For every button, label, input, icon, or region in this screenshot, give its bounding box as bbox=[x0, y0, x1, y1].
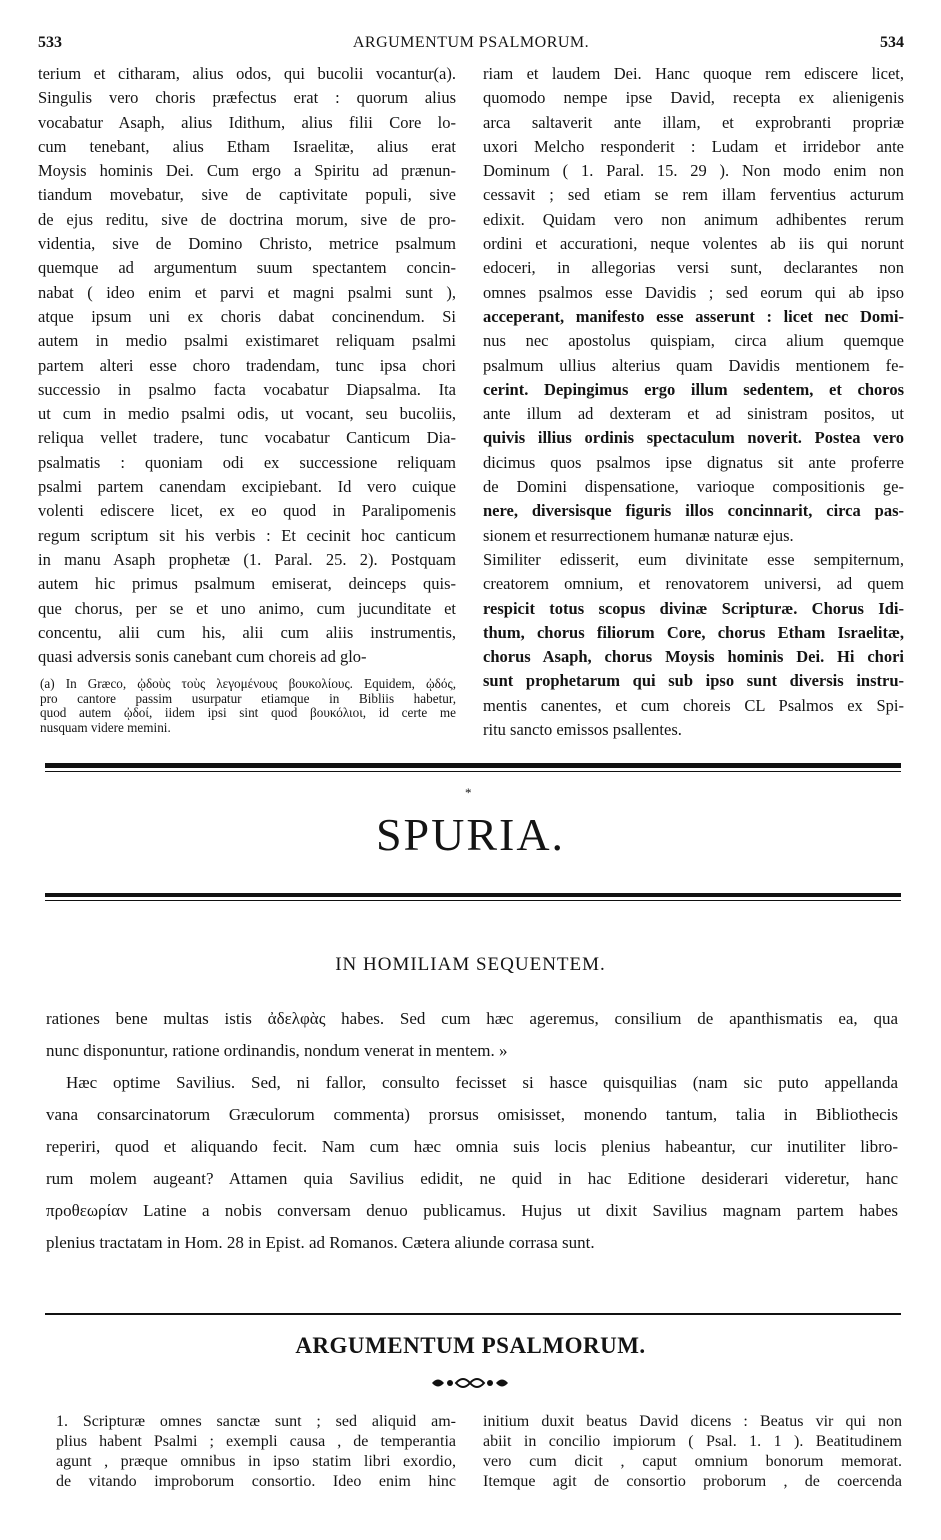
text-line: arca saltaverit ante illam, et exprobranti propriæ bbox=[483, 112, 904, 132]
footnote-line: pro cantore passim usurpatur etiamque in Bibliis habetur, bbox=[40, 691, 456, 706]
text-line: Dominum ( 1. Paral. 15. 29 ). Non modo enim non bbox=[483, 161, 904, 181]
asterisk-mark: * bbox=[465, 785, 472, 800]
text-line: creatorem omnium, et renovatorem universi, ad quem bbox=[483, 574, 904, 594]
page-number-left: 533 bbox=[38, 34, 62, 51]
text-line: videntia, sive de Domino Christo, metrice psalmum bbox=[38, 234, 456, 254]
paragraph-line: vana consarcinatorum Græculorum commenta) prorsus omisisset, monendo tantum, talia in Bibliothecis bbox=[46, 1105, 898, 1124]
text-line: terium et citharam, alius odos, qui bucolii vocantur(a). bbox=[38, 64, 456, 83]
text-line: abiit in concilio impiorum ( Psal. 1. 1 ). Beatitudinem bbox=[483, 1433, 902, 1450]
text-line: nus nec apostolus quispiam, circa alium quemque bbox=[483, 331, 904, 351]
text-line: volenti ediscere licet, ex eo quod in Paralipomenis bbox=[38, 501, 456, 521]
paragraph-line: Hæc optime Savilius. Sed, ni fallor, consulto fecisset si hasce quisquilias (nam sic puto appellanda bbox=[66, 1073, 898, 1092]
subtitle: IN HOMILIAM SEQUENTEM. bbox=[335, 954, 606, 975]
text-line: Similiter edisserit, eum divinitate esse sempiternum, bbox=[483, 549, 904, 569]
text-line: mentis canentes, et cum choreis CL Psalmos ex Spi- bbox=[483, 695, 904, 715]
text-line: nere, diversisque figuris illos concinnarit, circa pas- bbox=[483, 501, 904, 521]
text-line: de Domini dispensatione, varioque compositionis ge- bbox=[483, 477, 904, 497]
text-line: thum, chorus filiorum Core, chorus Etham Israelitæ, bbox=[483, 622, 904, 642]
running-title: ARGUMENTUM PSALMORUM. bbox=[352, 34, 590, 51]
argumentum-right-column bbox=[483, 1412, 902, 1492]
footnote-line: (a) In Græco, ᾠδοὺς τοὺς λεγομένους βουκολίους. Equidem, ᾠδός, bbox=[40, 677, 456, 691]
text-line: quomodo nempe ipse David, recepta ex alienigenis bbox=[483, 88, 904, 108]
text-line: successio in psalmo facta vocabatur Diapsalma. Ita bbox=[38, 379, 456, 399]
paragraph-line: reperiri, quod et aliquando fecit. Nam cum hæc omnia suis locis plenius habeantur, cur inutiliter libro- bbox=[46, 1137, 898, 1156]
text-line: uxori Melcho responderit : Ludam et irridebor ante bbox=[483, 136, 904, 156]
text-line: quivis illius ordinis spectaculum noverit. Postea vero bbox=[483, 428, 904, 448]
paragraph-line: rationes bene multas istis ἀδελφὰς habes. Sed cum hæc ageremus, consilium de apanthismatis ea, qua bbox=[46, 1009, 898, 1028]
ornament-icon bbox=[430, 1374, 510, 1392]
note-body bbox=[46, 1003, 898, 1259]
text-line: atque ipsum uni ex choris dabat concinendum. Si bbox=[38, 306, 456, 326]
text-line: concentu, alii cum his, alii cum aliis instrumentis, bbox=[38, 622, 456, 642]
separator-rule-thick-2 bbox=[45, 893, 901, 897]
footnote-line: nusquam videre memini. bbox=[40, 720, 171, 735]
text-line: tiandum movebatur, sive de captivitate populi, sive bbox=[38, 185, 456, 205]
text-line: initium duxit beatus David dicens : Beatus vir qui non bbox=[483, 1413, 902, 1430]
separator-rule-thin bbox=[45, 771, 901, 772]
section-title: SPURIA. bbox=[375, 809, 566, 860]
text-line: 1. Scripturæ omnes sanctæ sunt ; sed aliquid am- bbox=[56, 1413, 456, 1430]
text-line: respicit totus scopus divinæ Scripturæ. Chorus Idi- bbox=[483, 598, 904, 618]
text-line: vocabatur Asaph, alius Idithum, alius filii Core lo- bbox=[38, 112, 456, 132]
text-line: ordini et accurationi, neque volentes ab iis qui norunt bbox=[483, 234, 904, 254]
separator-rule-thick bbox=[45, 763, 901, 768]
text-line: autem in medio psalmi existimaret reliquam psalmi bbox=[38, 331, 456, 351]
text-line: psalmatis : quoniam odi ex successione reliquam bbox=[38, 452, 456, 472]
paragraph-line: προθεωρίαν Latine a nobis conversam denuo publicamus. Hujus ut dixit Savilius magnam partem habes bbox=[46, 1201, 898, 1220]
text-line: psalmum ullius alterius quam Davidis mentionem fe- bbox=[483, 355, 904, 375]
text-line: riam et laudem Dei. Hanc quoque rem ediscere licet, bbox=[483, 64, 904, 83]
text-line: agunt , præque omnibus in ipso statim libri exordio, bbox=[56, 1453, 456, 1470]
text-line: ante illum ad dexteram et ad sinistram positos, ut bbox=[483, 404, 904, 424]
text-line: cessavit ; sed etiam se rem illam ferventius acturum bbox=[483, 185, 904, 205]
text-line: acceperant, manifesto esse asserunt : licet nec Domi- bbox=[483, 306, 904, 326]
page-number-right: 534 bbox=[880, 34, 904, 51]
text-line: edoceri, in allegorias versi sunt, declarantes non bbox=[483, 258, 904, 278]
text-line: Moysis hominis Dei. Cum ergo a Spiritu ad prænun- bbox=[38, 161, 456, 181]
text-line: reliqua vellet tradere, tunc vocabatur Canticum Dia- bbox=[38, 428, 456, 448]
text-line: que chorus, per se et uno animo, cum jucunditate et bbox=[38, 598, 456, 618]
text-line: ritu sancto emissos psallentes. bbox=[483, 720, 682, 740]
text-line: regum scriptum sit his verbis : Et cecinit hoc canticum bbox=[38, 525, 456, 545]
paragraph-line: nunc disponuntur, ratione ordinandis, nondum venerat in mentem. » bbox=[46, 1041, 508, 1060]
text-line: Itemque agit de consortio proborum , de coercenda bbox=[483, 1473, 902, 1490]
paragraph-line: rum molem augeant? Attamen quia Savilius edidit, ne quid in hac Editione desiderari videretur, hanc bbox=[46, 1169, 898, 1188]
text-line: de ejus reditu, sive de doctrina morum, sive de pro- bbox=[38, 209, 456, 229]
text-line: nabat ( ideo enim et parvi et magni psalmi sunt ), bbox=[38, 282, 456, 302]
argumentum-title: ARGUMENTUM PSALMORUM. bbox=[295, 1333, 646, 1358]
right-column bbox=[483, 62, 904, 742]
text-line: sionem et resurrectionem humanæ naturæ ejus. bbox=[483, 525, 794, 545]
argumentum-left-column bbox=[56, 1412, 456, 1492]
left-column bbox=[38, 62, 456, 669]
text-line: partem alteri esse choro tradendam, tunc ipsa chori bbox=[38, 355, 456, 375]
text-line: chorus Asaph, chorus Moysis hominis Dei. Hi chori bbox=[483, 647, 904, 667]
text-line: sunt prophetarum qui sub ipso sunt diversis instru- bbox=[483, 671, 904, 691]
separator-rule-thin-2 bbox=[45, 900, 901, 901]
text-line: cerint. Depingimus ergo illum sedentem, et choros bbox=[483, 379, 904, 399]
text-line: ut cum in medio psalmi odis, ut vocant, seu bucoliis, bbox=[38, 404, 456, 424]
text-line: quemque ad argumentum suum spectantem concin- bbox=[38, 258, 456, 278]
separator-rule-3 bbox=[45, 1313, 901, 1315]
text-line: in manu Asaph prophetæ (1. Paral. 25. 2). Postquam bbox=[38, 549, 456, 569]
text-line: Singulis vero choris præfectus erat : quorum alius bbox=[38, 88, 456, 108]
text-line: psalmi partem canendam excipiebant. Id vero cuique bbox=[38, 477, 456, 497]
running-header bbox=[38, 34, 904, 56]
text-line: edixit. Quidam vero non animum adhibentes rerum bbox=[483, 209, 904, 229]
text-line: vero cum dicit , caput omnium bonorum memorat. bbox=[483, 1453, 902, 1470]
text-line: quasi adversis sonis canebant cum choreis ad glo- bbox=[38, 647, 367, 667]
text-line: autem hic primus psalmum emiserat, deinceps quis- bbox=[38, 574, 456, 594]
text-line: cum tenebant, alius Etham Israelitæ, alius erat bbox=[38, 136, 456, 156]
text-line: plius habent Psalmi ; exempli causa , de temperantia bbox=[56, 1433, 456, 1450]
paragraph-line: plenius tractatam in Hom. 28 in Epist. ad Romanos. Cætera aliunde corrasa sunt. bbox=[46, 1233, 595, 1252]
footnote bbox=[40, 677, 456, 735]
text-line: de vitando improborum consortio. Ideo enim hinc bbox=[56, 1473, 456, 1490]
text-line: dicimus quos psalmos ipse dignatus sit ante proferre bbox=[483, 452, 904, 472]
text-line: omnes psalmos esse Davidis ; sed eorum qui ab ipso bbox=[483, 282, 904, 302]
footnote-line: quod autem ᾠδοί, iidem ipsi sint quod βουκόλιοι, id certe me bbox=[40, 706, 456, 720]
